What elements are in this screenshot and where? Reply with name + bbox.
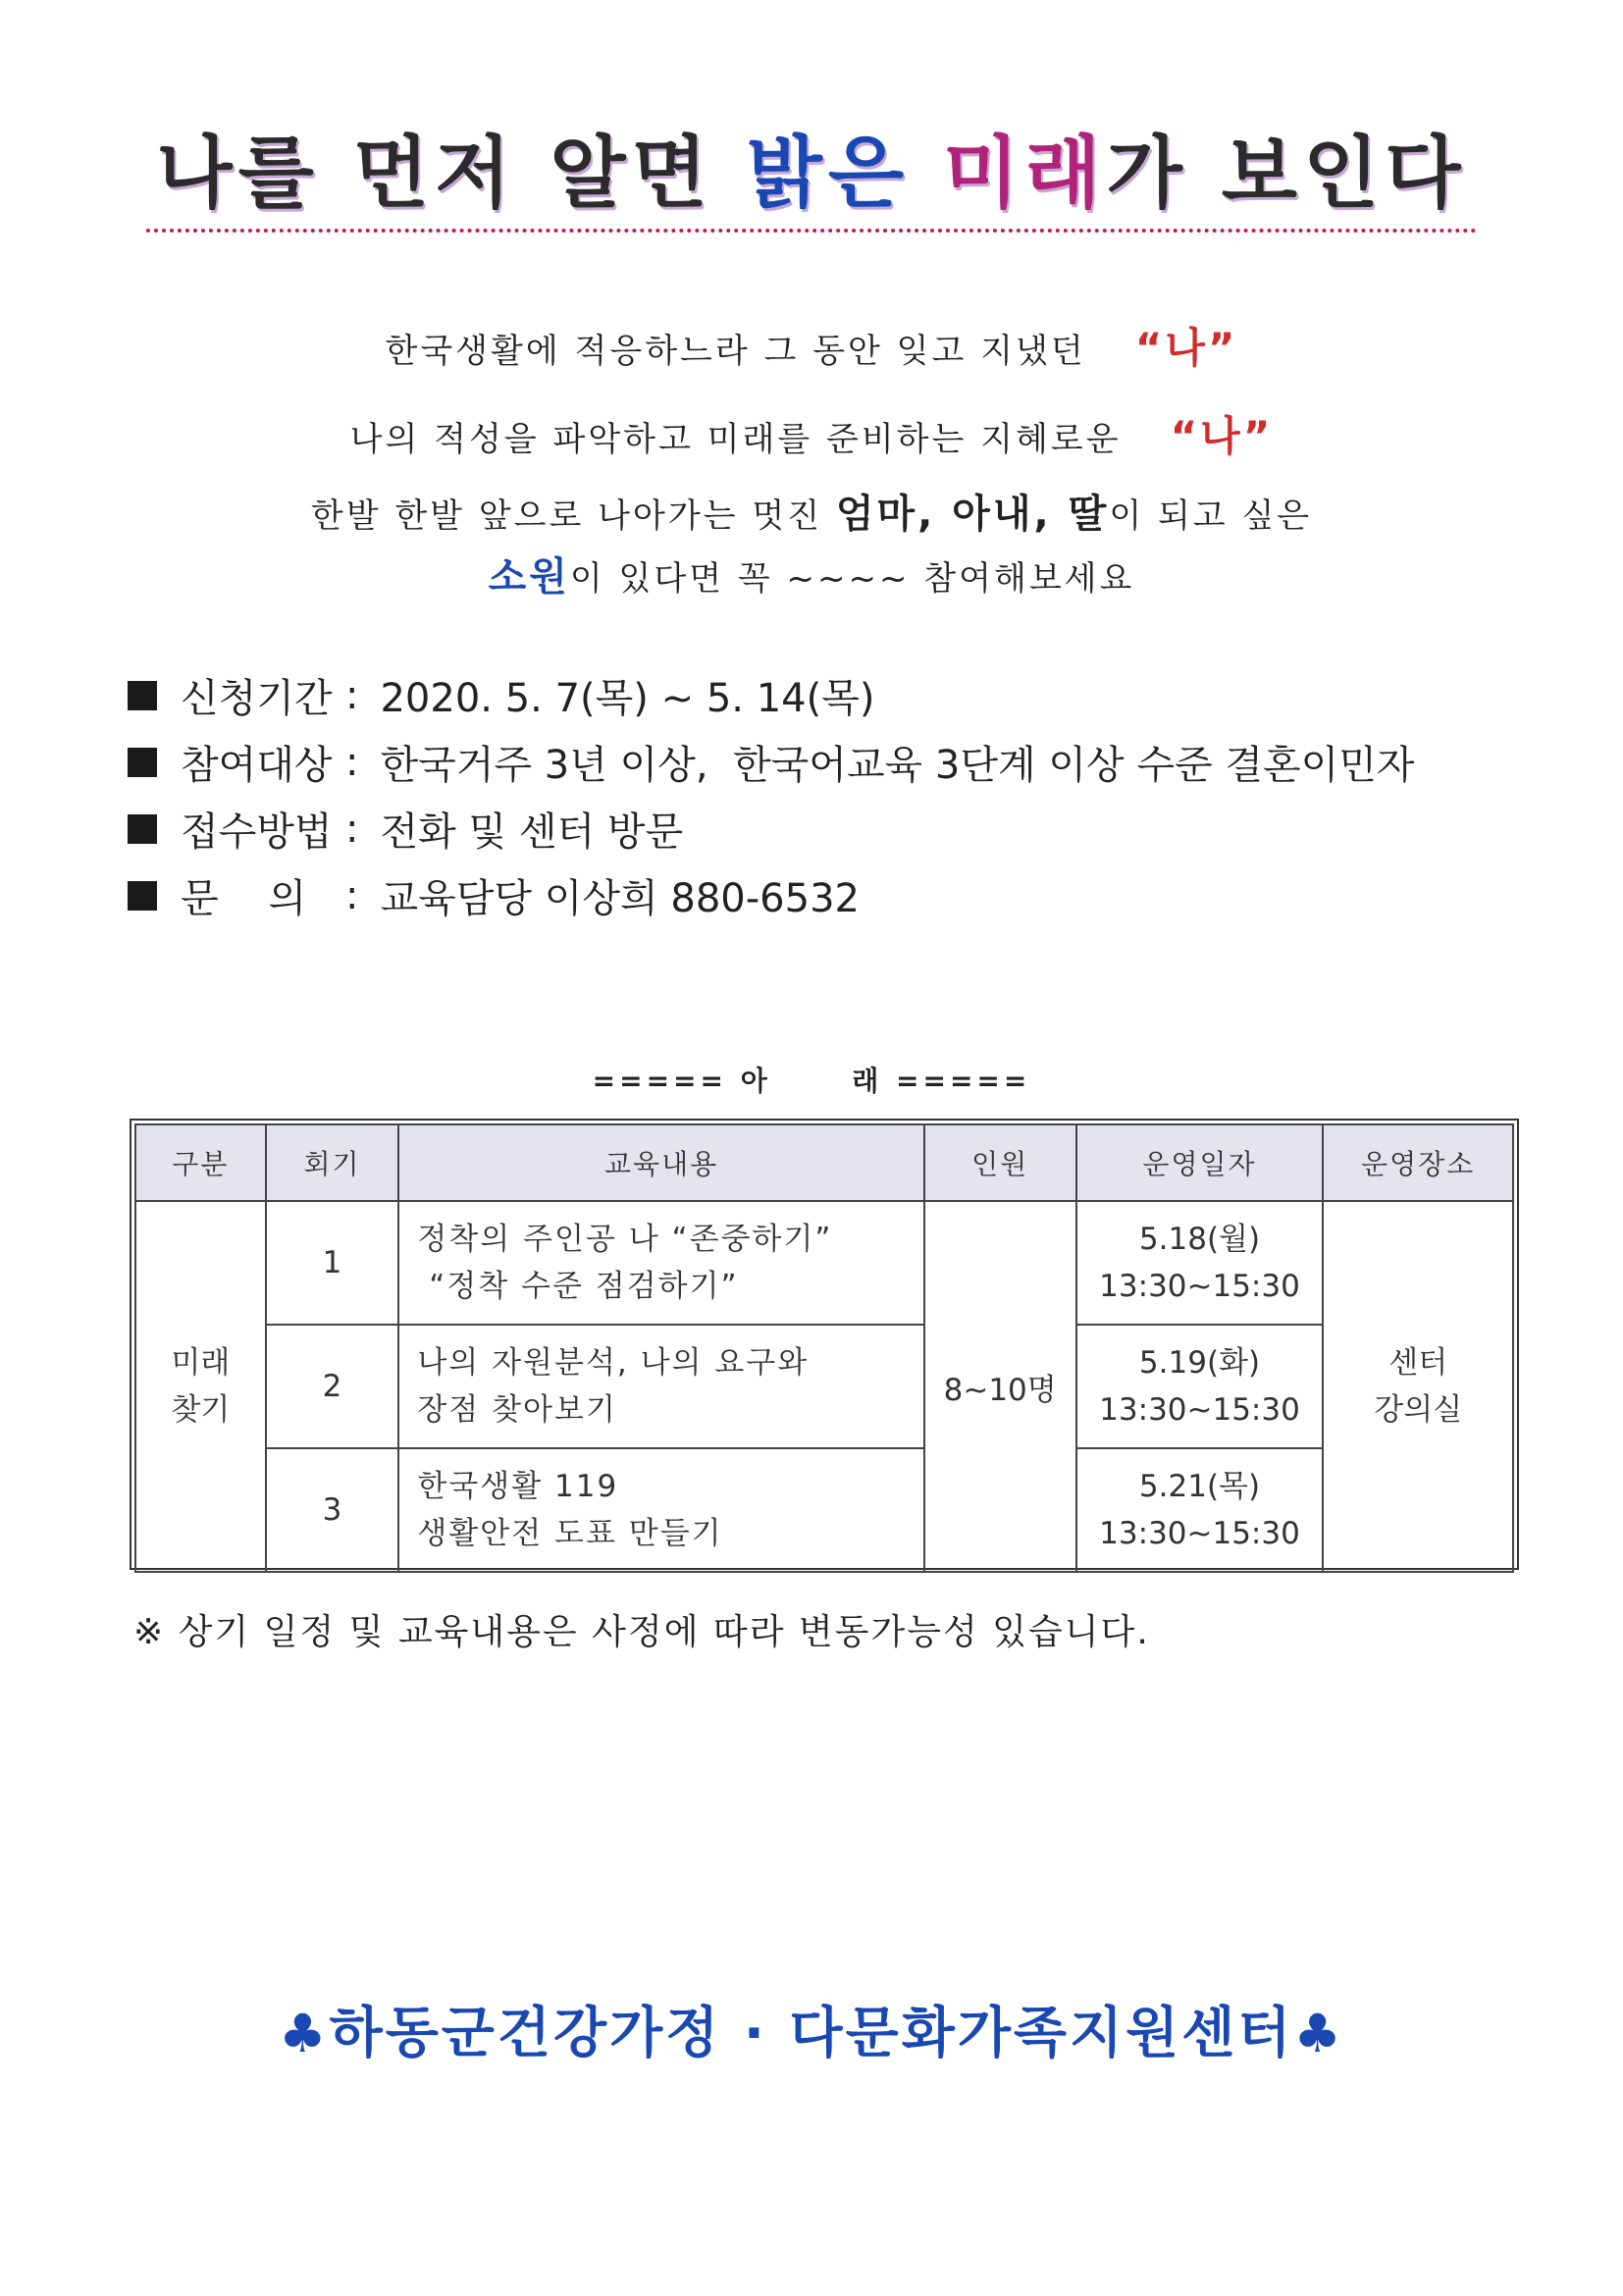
place-line1: 센터 (1388, 1345, 1448, 1381)
table-row (135, 1448, 1513, 1572)
footer-organization (0, 1990, 1623, 2068)
info-value: 2020. 5. 7(목) ~ 5. 14(목) (380, 676, 875, 721)
info-value: 교육담당 이상희 880-6532 (380, 876, 860, 921)
header-place: 운영장소 (1323, 1124, 1513, 1201)
intro-line-2-na: “나” (1170, 412, 1274, 460)
info-colon: : (345, 739, 359, 785)
info-label: 신청기간 (181, 676, 333, 721)
info-label: 접수방법 (181, 809, 333, 855)
info-value: 한국거주 3년 이상, 한국어교육 3단계 이상 수준 결혼이민자 (380, 743, 1415, 788)
content-line2: “정착 수준 점검하기” (417, 1269, 739, 1304)
bullet-square-icon (128, 814, 157, 844)
footer-text: 하동군건강가정 · 다문화가족지원센터 (329, 2002, 1294, 2065)
content-cell (398, 1448, 923, 1572)
participants-cell: 8~10명 (924, 1201, 1076, 1572)
bullet-square-icon (128, 881, 157, 911)
intro-line-4-wish: 소원 (488, 554, 570, 600)
header-content: 교육내용 (398, 1124, 923, 1201)
date-day: 5.18(월) (1138, 1222, 1261, 1257)
date-time: 13:30~15:30 (1099, 1516, 1300, 1551)
club-icon: ♣ (1293, 2003, 1344, 2064)
club-icon: ♣ (279, 2003, 330, 2064)
intro-line-2-text: 나의 적성을 파악하고 미래를 준비하는 지혜로운 (349, 420, 1122, 459)
date-day: 5.21(목) (1138, 1469, 1261, 1504)
intro-line-3-c: 이 되고 싶은 (1109, 496, 1313, 536)
info-label: 문 의 (181, 876, 307, 921)
title-part1: 나를 먼저 알면 (156, 128, 747, 219)
intro-line-4 (0, 546, 1623, 601)
intro-line-1-text: 한국생활에 적응하느라 그 동안 잊고 지냈던 (385, 332, 1086, 371)
date-time: 13:30~15:30 (1099, 1392, 1300, 1428)
content-cell (398, 1325, 923, 1448)
session-cell: 2 (266, 1325, 399, 1448)
title-highlight-blue: 밝은 (746, 128, 911, 219)
session-cell: 3 (266, 1448, 399, 1572)
header-category: 구분 (135, 1124, 266, 1201)
info-colon: : (345, 806, 359, 852)
content-line1: 나의 자원분석, 나의 요구와 (417, 1345, 810, 1381)
date-cell (1076, 1201, 1324, 1325)
intro-line-2 (0, 404, 1623, 463)
intro-line-1 (0, 316, 1623, 375)
poster-title (0, 110, 1623, 233)
session-cell: 1 (266, 1201, 399, 1325)
table-row (135, 1201, 1513, 1325)
title-highlight-pink: 미래 (943, 128, 1107, 219)
info-row-contact (128, 867, 860, 923)
category-line2: 찾기 (171, 1392, 231, 1428)
content-line1: 한국생활 119 (417, 1469, 619, 1504)
header-date: 운영일자 (1076, 1124, 1324, 1201)
title-part2: 가 보인다 (1106, 128, 1467, 219)
date-cell (1076, 1325, 1324, 1448)
info-row-period (128, 667, 874, 723)
intro-line-3-a: 한발 한발 앞으로 나아가는 멋진 (310, 496, 836, 536)
bullet-square-icon (128, 748, 157, 777)
date-day: 5.19(화) (1138, 1345, 1261, 1381)
content-cell (398, 1201, 923, 1325)
table-header-row (135, 1124, 1513, 1201)
date-time: 13:30~15:30 (1099, 1269, 1300, 1304)
header-participants: 인원 (924, 1124, 1076, 1201)
date-cell (1076, 1448, 1324, 1572)
category-cell (135, 1201, 266, 1572)
info-colon: : (345, 672, 359, 718)
table-row (135, 1325, 1513, 1448)
content-line1: 정착의 주인공 나 “존중하기” (417, 1222, 833, 1257)
info-label: 참여대상 (181, 743, 333, 788)
intro-line-4-b: 이 있다면 꼭 ~~~~ 참여해보세요 (569, 559, 1135, 599)
intro-line-1-na: “나” (1134, 324, 1238, 372)
bullet-square-icon (128, 681, 157, 710)
title-space (910, 128, 943, 219)
schedule-table (134, 1123, 1514, 1573)
schedule-note: ※ 상기 일정 및 교육내용은 사정에 따라 변동가능성 있습니다. (133, 1612, 1150, 1652)
info-colon: : (345, 872, 359, 918)
category-line1: 미래 (171, 1345, 231, 1381)
intro-line-3 (0, 483, 1623, 539)
place-line2: 강의실 (1374, 1392, 1463, 1428)
notice-heading: ===== 아 래 ===== (592, 1065, 1031, 1097)
header-session: 회기 (266, 1124, 399, 1201)
info-row-target (128, 734, 1415, 790)
content-line2: 생활안전 도표 만들기 (417, 1516, 723, 1551)
place-cell (1323, 1201, 1513, 1572)
intro-line-3-b: 엄마, 아내, 딸 (835, 492, 1110, 537)
info-row-method (128, 801, 683, 857)
info-value: 전화 및 센터 방문 (380, 809, 684, 855)
content-line2: 장점 찾아보기 (417, 1392, 617, 1428)
